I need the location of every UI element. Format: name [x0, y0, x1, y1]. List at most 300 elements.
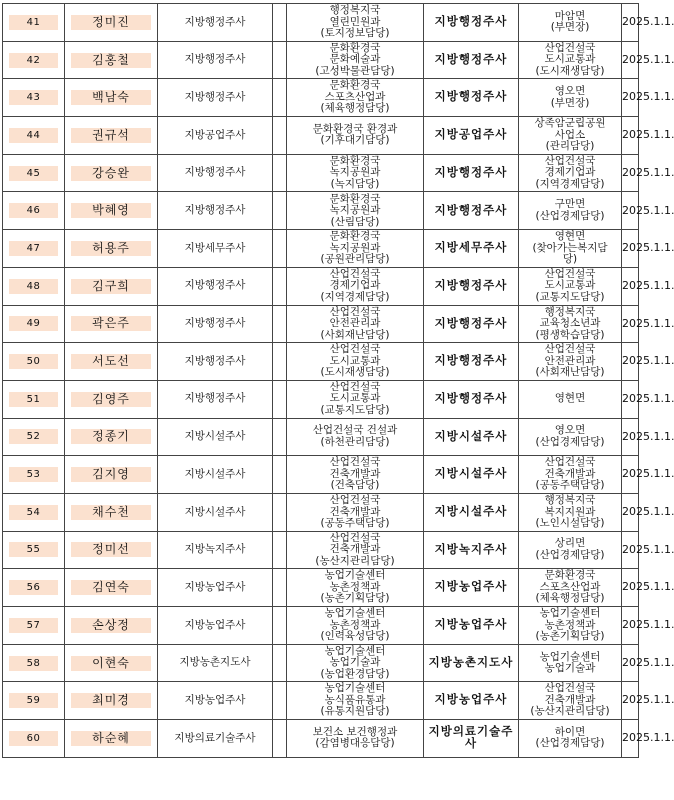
number-cell: [3, 531, 65, 569]
previous-rank-cell: [158, 682, 273, 720]
previous-department-line: 문화환경국: [329, 230, 381, 243]
previous-department-line: (사회재난담당): [320, 328, 390, 341]
new-department-line: (산업경제담당): [535, 548, 605, 561]
row-number: 42: [9, 53, 58, 68]
previous-department-cell: [287, 380, 424, 418]
new-department-line: 하이면: [554, 725, 586, 738]
spacer-cell: [273, 720, 287, 758]
previous-rank: 지방농업주사: [184, 693, 246, 706]
name-cell: [65, 79, 158, 117]
number-cell: [3, 79, 65, 117]
new-department-line: 경제기업과: [544, 166, 596, 179]
new-department-line: (산업경제담당): [535, 737, 605, 750]
previous-department-line: (교통지도담당): [320, 403, 390, 416]
new-department-line: 영현면: [554, 230, 586, 243]
table-row: [3, 230, 639, 268]
previous-rank-cell: [158, 343, 273, 381]
previous-rank: 지방행정주사: [184, 392, 246, 405]
employee-name: 김연숙: [71, 580, 151, 595]
previous-department-line: (농업환경담당): [320, 667, 390, 680]
previous-department-cell: [287, 79, 424, 117]
name-cell: [65, 682, 158, 720]
new-department-line: (관리담당): [545, 140, 595, 153]
new-department-line: (공동주택담당): [535, 479, 605, 492]
employee-name: 최미경: [71, 693, 151, 708]
previous-rank: 지방농촌지도사: [179, 656, 251, 669]
new-department-line: 영현면: [554, 392, 586, 405]
employee-name: 김홍철: [71, 53, 151, 68]
previous-department-line: (토지정보담당): [320, 27, 390, 40]
previous-department-cell: [287, 305, 424, 343]
number-cell: [3, 305, 65, 343]
date-cell: [622, 117, 674, 155]
new-department-cell: [519, 79, 622, 117]
new-department-line: (평생학습담당): [535, 328, 605, 341]
new-department-line: 사업소: [554, 128, 586, 141]
previous-department-cell: [287, 117, 424, 155]
previous-department-line: 경제기업과: [329, 279, 381, 292]
name-cell: [65, 644, 158, 682]
effective-date: 2025.1.1.: [622, 731, 674, 745]
new-department-cell: [519, 682, 622, 720]
table-row: [3, 720, 639, 758]
previous-rank-cell: [158, 230, 273, 268]
previous-department-line: (체육행정담당): [320, 102, 390, 115]
spacer-cell: [273, 267, 287, 305]
employee-name: 강승완: [71, 166, 151, 181]
new-rank-cell: [424, 682, 519, 720]
spacer-cell: [273, 79, 287, 117]
previous-department-line: 녹지공원과: [329, 204, 381, 217]
employee-name: 정미선: [71, 542, 151, 557]
previous-department-line: 산업건설국: [329, 343, 381, 356]
effective-date: 2025.1.1.: [622, 542, 674, 556]
new-department-line: 농촌정책과: [544, 618, 596, 631]
table-row: [3, 4, 639, 42]
name-cell: [65, 230, 158, 268]
previous-rank: 지방행정주사: [184, 204, 246, 217]
spacer-cell: [273, 4, 287, 42]
previous-department-line: 농업기술과: [329, 656, 381, 669]
previous-department-line: (농산지관리담당): [315, 554, 395, 567]
name-cell: [65, 117, 158, 155]
new-rank: 지방녹지주사: [434, 541, 508, 556]
table-row: [3, 644, 639, 682]
effective-date: 2025.1.1.: [622, 203, 674, 217]
new-department-cell: [519, 343, 622, 381]
spacer-cell: [273, 230, 287, 268]
number-cell: [3, 192, 65, 230]
name-cell: [65, 4, 158, 42]
new-rank: 지방행정주사: [434, 353, 508, 368]
date-cell: [622, 720, 674, 758]
new-department-cell: [519, 192, 622, 230]
previous-rank-cell: [158, 154, 273, 192]
new-department-line: (농산지관리담당): [530, 705, 610, 718]
new-rank: 지방행정주사: [434, 89, 508, 104]
new-department-line: 안전관리과: [544, 354, 596, 367]
new-rank-cell: [424, 644, 519, 682]
new-department-cell: [519, 267, 622, 305]
new-department-line: 농업기술센터: [539, 607, 601, 620]
previous-department-cell: [287, 267, 424, 305]
new-department-line: 산업건설국: [544, 456, 596, 469]
previous-department-line: 문화환경국: [329, 41, 381, 54]
row-number: 52: [9, 429, 58, 444]
employee-name: 정종기: [71, 429, 151, 444]
previous-rank-cell: [158, 4, 273, 42]
previous-rank-cell: [158, 267, 273, 305]
effective-date: 2025.1.1.: [622, 618, 674, 632]
previous-rank-cell: [158, 192, 273, 230]
spacer-cell: [273, 607, 287, 645]
row-number: 60: [9, 731, 58, 746]
new-rank-cell: [424, 79, 519, 117]
previous-department-line: 문화환경국: [329, 192, 381, 205]
previous-rank: 지방행정주사: [184, 90, 246, 103]
date-cell: [622, 531, 674, 569]
previous-department-line: (하천관리담당): [320, 435, 390, 448]
previous-department-line: (지역경제담당): [320, 290, 390, 303]
table-row: [3, 117, 639, 155]
new-department-line: (찾아가는복지담: [532, 241, 608, 254]
table-row: [3, 79, 639, 117]
previous-department-line: 농촌정책과: [329, 618, 381, 631]
table-row: [3, 154, 639, 192]
new-department-line: (교통지도담당): [535, 290, 605, 303]
row-number: 59: [9, 693, 58, 708]
previous-rank-cell: [158, 418, 273, 456]
row-number: 49: [9, 316, 58, 331]
new-department-line: 농업기술과: [544, 662, 596, 675]
new-rank-cell: [424, 531, 519, 569]
previous-department-line: 도시교통과: [329, 354, 381, 367]
spacer-cell: [273, 192, 287, 230]
previous-rank: 지방농업주사: [184, 618, 246, 631]
previous-rank: 지방의료기술주사: [174, 731, 256, 744]
effective-date: 2025.1.1.: [622, 505, 674, 519]
new-rank: 지방행정주사: [434, 315, 508, 330]
number-cell: [3, 230, 65, 268]
previous-department-line: 산업건설국: [329, 456, 381, 469]
previous-rank-cell: [158, 305, 273, 343]
new-rank-cell: [424, 4, 519, 42]
new-department-line: (노인시설담당): [535, 517, 605, 530]
previous-rank-cell: [158, 117, 273, 155]
previous-department-cell: [287, 531, 424, 569]
new-rank: 지방농업주사: [434, 617, 508, 632]
new-rank: 지방공업주사: [434, 127, 508, 142]
new-rank-cell: [424, 607, 519, 645]
new-department-line: (사회재난담당): [535, 366, 605, 379]
date-cell: [622, 682, 674, 720]
number-cell: [3, 4, 65, 42]
previous-department-line: 농업기술센터: [324, 607, 386, 620]
new-department-line: 복지지원과: [544, 505, 596, 518]
previous-department-line: (농촌기획담당): [320, 592, 390, 605]
previous-department-cell: [287, 418, 424, 456]
new-rank-cell: [424, 569, 519, 607]
name-cell: [65, 41, 158, 79]
name-cell: [65, 569, 158, 607]
date-cell: [622, 79, 674, 117]
previous-department-line: 산업건설국 건설과: [312, 424, 398, 437]
previous-department-line: 건축개발과: [329, 543, 381, 556]
new-rank-cell: [424, 720, 519, 758]
previous-rank-cell: [158, 607, 273, 645]
table-row: [3, 569, 639, 607]
new-rank: 지방행정주사: [434, 277, 508, 292]
new-department-line: 상리면: [554, 537, 586, 550]
row-number: 45: [9, 166, 58, 181]
row-number: 53: [9, 467, 58, 482]
new-department-cell: [519, 569, 622, 607]
new-department-line: 건축개발과: [544, 693, 596, 706]
date-cell: [622, 418, 674, 456]
new-rank-cell: [424, 380, 519, 418]
number-cell: [3, 154, 65, 192]
previous-rank-cell: [158, 380, 273, 418]
new-rank: 지방행정주사: [434, 14, 508, 29]
previous-department-line: 건축개발과: [329, 467, 381, 480]
table-row: [3, 493, 639, 531]
new-department-cell: [519, 230, 622, 268]
previous-rank-cell: [158, 41, 273, 79]
new-rank: 지방농촌지도사: [428, 654, 514, 669]
previous-department-cell: [287, 720, 424, 758]
new-rank-cell: [424, 41, 519, 79]
date-cell: [622, 305, 674, 343]
table-row: [3, 267, 639, 305]
new-rank-cell: [424, 154, 519, 192]
new-department-line: (산업경제담당): [535, 435, 605, 448]
previous-department-line: 녹지공원과: [329, 241, 381, 254]
name-cell: [65, 720, 158, 758]
row-number: 55: [9, 542, 58, 557]
previous-department-line: 녹지공원과: [329, 166, 381, 179]
new-rank: 지방행정주사: [434, 390, 508, 405]
new-department-cell: [519, 456, 622, 494]
spacer-cell: [273, 531, 287, 569]
row-number: 48: [9, 279, 58, 294]
table-row: [3, 343, 639, 381]
new-rank-cell: [424, 305, 519, 343]
previous-rank: 지방행정주사: [184, 53, 246, 66]
date-cell: [622, 267, 674, 305]
previous-department-line: 산업건설국: [329, 267, 381, 280]
previous-department-line: 행정복지국: [329, 4, 381, 17]
table-row: [3, 682, 639, 720]
spacer-cell: [273, 117, 287, 155]
previous-department-line: 농식품유통과: [324, 693, 386, 706]
previous-department-line: (기후대기담당): [320, 134, 390, 147]
row-number: 41: [9, 15, 58, 30]
previous-rank-cell: [158, 644, 273, 682]
previous-department-line: (고성박물관담당): [315, 64, 395, 77]
number-cell: [3, 720, 65, 758]
effective-date: 2025.1.1.: [622, 128, 674, 142]
table-row: [3, 305, 639, 343]
new-department-line: 산업건설국: [544, 682, 596, 695]
previous-department-line: 산업건설국: [329, 305, 381, 318]
effective-date: 2025.1.1.: [622, 655, 674, 669]
previous-department-line: 농촌정책과: [329, 580, 381, 593]
previous-department-cell: [287, 41, 424, 79]
previous-department-cell: [287, 343, 424, 381]
previous-rank-cell: [158, 531, 273, 569]
employee-name: 김영주: [71, 392, 151, 407]
new-department-line: (산업경제담당): [535, 209, 605, 222]
new-department-line: 농업기술센터: [539, 650, 601, 663]
row-number: 58: [9, 656, 58, 671]
row-number: 43: [9, 90, 58, 105]
spacer-cell: [273, 644, 287, 682]
new-department-line: (부면장): [550, 96, 590, 109]
table-row: [3, 607, 639, 645]
employee-name: 채수천: [71, 505, 151, 520]
new-rank-cell: [424, 343, 519, 381]
number-cell: [3, 41, 65, 79]
spacer-cell: [273, 569, 287, 607]
new-department-cell: [519, 380, 622, 418]
date-cell: [622, 154, 674, 192]
row-number: 50: [9, 354, 58, 369]
previous-department-line: 농업기술센터: [324, 682, 386, 695]
previous-department-cell: [287, 4, 424, 42]
previous-department-cell: [287, 154, 424, 192]
table-row: [3, 531, 639, 569]
name-cell: [65, 493, 158, 531]
new-department-cell: [519, 493, 622, 531]
new-department-cell: [519, 531, 622, 569]
name-cell: [65, 607, 158, 645]
previous-rank: 지방행정주사: [184, 317, 246, 330]
new-department-line: (지역경제담당): [535, 177, 605, 190]
spacer-cell: [273, 418, 287, 456]
previous-department-line: 농업기술센터: [324, 644, 386, 657]
employee-name: 김지영: [71, 467, 151, 482]
previous-rank: 지방시설주사: [184, 430, 246, 443]
previous-rank-cell: [158, 569, 273, 607]
number-cell: [3, 682, 65, 720]
employee-name: 곽은주: [71, 316, 151, 331]
previous-department-line: (건축담당): [330, 479, 380, 492]
number-cell: [3, 267, 65, 305]
number-cell: [3, 493, 65, 531]
effective-date: 2025.1.1.: [622, 316, 674, 330]
table-body: [3, 4, 674, 758]
name-cell: [65, 380, 158, 418]
previous-department-line: 문화예술과: [329, 53, 381, 66]
previous-department-line: (산림담당): [330, 215, 380, 228]
new-department-line: 행정복지국: [544, 305, 596, 318]
new-department-line: 문화환경국: [544, 569, 596, 582]
previous-department-cell: [287, 607, 424, 645]
new-department-line: 스포츠산업과: [539, 580, 601, 593]
date-cell: [622, 230, 674, 268]
new-rank: 지방시설주사: [434, 466, 508, 481]
spacer-cell: [273, 380, 287, 418]
employee-name: 하순혜: [71, 731, 151, 746]
effective-date: 2025.1.1.: [622, 52, 674, 66]
previous-department-line: 안전관리과: [329, 317, 381, 330]
effective-date: 2025.1.1.: [622, 429, 674, 443]
spacer-cell: [273, 493, 287, 531]
effective-date: 2025.1.1.: [622, 693, 674, 707]
previous-rank-cell: [158, 493, 273, 531]
row-number: 51: [9, 392, 58, 407]
previous-rank: 지방녹지주사: [184, 543, 246, 556]
table-row: [3, 456, 639, 494]
table-row: [3, 380, 639, 418]
previous-department-line: (공원관리담당): [320, 253, 390, 266]
number-cell: [3, 117, 65, 155]
row-number: 47: [9, 241, 58, 256]
new-department-line: (부면장): [550, 21, 590, 34]
name-cell: [65, 267, 158, 305]
previous-department-line: (유통지원담당): [320, 705, 390, 718]
name-cell: [65, 343, 158, 381]
effective-date: 2025.1.1.: [622, 580, 674, 594]
date-cell: [622, 4, 674, 42]
previous-department-line: 열린민원과: [329, 15, 381, 28]
employee-name: 권규석: [71, 128, 151, 143]
employee-name: 정미진: [71, 15, 151, 30]
new-rank: 지방세무주사: [434, 240, 508, 255]
new-department-line: (도시재생담당): [535, 64, 605, 77]
new-rank-cell: [424, 418, 519, 456]
number-cell: [3, 607, 65, 645]
new-department-line: 건축개발과: [544, 467, 596, 480]
effective-date: 2025.1.1.: [622, 354, 674, 368]
previous-rank: 지방시설주사: [184, 467, 246, 480]
previous-department-cell: [287, 644, 424, 682]
new-rank: 지방농업주사: [434, 579, 508, 594]
new-department-line: (체육행정담당): [535, 592, 605, 605]
previous-department-cell: [287, 192, 424, 230]
row-number: 46: [9, 203, 58, 218]
new-department-line: 영오면: [554, 85, 586, 98]
new-department-cell: [519, 644, 622, 682]
table-row: [3, 41, 639, 79]
previous-department-line: 도시교통과: [329, 392, 381, 405]
date-cell: [622, 644, 674, 682]
spacer-cell: [273, 456, 287, 494]
effective-date: 2025.1.1.: [622, 467, 674, 481]
previous-department-cell: [287, 230, 424, 268]
name-cell: [65, 305, 158, 343]
spacer-cell: [273, 154, 287, 192]
new-rank-cell: [424, 493, 519, 531]
previous-department-line: 건축개발과: [329, 505, 381, 518]
row-number: 56: [9, 580, 58, 595]
new-department-line: 산업건설국: [544, 343, 596, 356]
number-cell: [3, 418, 65, 456]
previous-rank: 지방농업주사: [184, 580, 246, 593]
date-cell: [622, 607, 674, 645]
name-cell: [65, 154, 158, 192]
new-department-line: 상족암군립공원: [534, 117, 606, 130]
previous-department-line: 농업기술센터: [324, 569, 386, 582]
date-cell: [622, 380, 674, 418]
previous-rank: 지방행정주사: [184, 354, 246, 367]
effective-date: 2025.1.1.: [622, 90, 674, 104]
new-department-line: 구만면: [554, 198, 586, 211]
employee-name: 서도선: [71, 354, 151, 369]
new-rank: 지방의료기술주사: [428, 723, 514, 751]
date-cell: [622, 41, 674, 79]
new-department-cell: [519, 154, 622, 192]
